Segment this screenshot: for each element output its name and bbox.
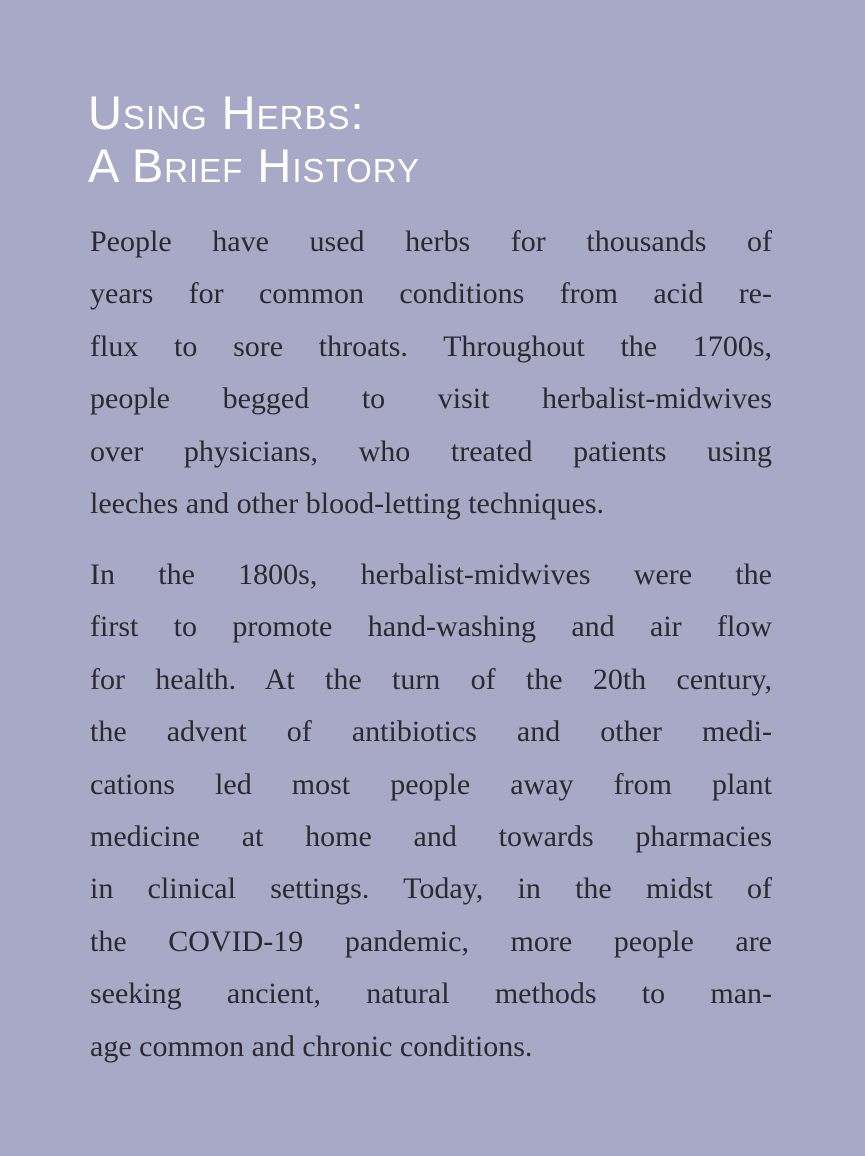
text-line: in clinical settings. Today, in the midst of <box>90 872 772 906</box>
text-line: first to promote hand-washing and air flow <box>90 610 772 644</box>
title-line-1: Using Herbs: <box>88 86 365 139</box>
page-title <box>88 86 420 192</box>
text-line: cations led most people away from plant <box>90 767 772 801</box>
text-line: People have used herbs for thousands of <box>90 225 772 258</box>
text-line: the advent of antibiotics and other medi- <box>90 715 772 749</box>
text-line: age common and chronic conditions. <box>90 1029 533 1063</box>
text-line: medicine at home and towards pharmacies <box>90 820 772 854</box>
paragraph-2 <box>90 549 772 1073</box>
text-line: In the 1800s, herbalist-midwives were the <box>90 558 772 591</box>
text-line: leeches and other blood-letting techniques. <box>90 487 604 521</box>
text-line: for health. At the turn of the 20th century, <box>90 662 772 696</box>
text-line: seeking ancient, natural methods to man- <box>90 977 772 1011</box>
text-line: years for common conditions from acid re- <box>90 277 772 311</box>
text-line: people begged to visit herbalist-midwives <box>90 382 772 416</box>
title-line-2: A Brief History <box>88 139 420 192</box>
text-line: the COVID-19 pandemic, more people are <box>90 924 772 958</box>
text-line: flux to sore throats. Throughout the 1700s, <box>90 329 772 363</box>
text-line: over physicians, who treated patients using <box>90 434 772 468</box>
paragraph-1 <box>90 216 772 530</box>
